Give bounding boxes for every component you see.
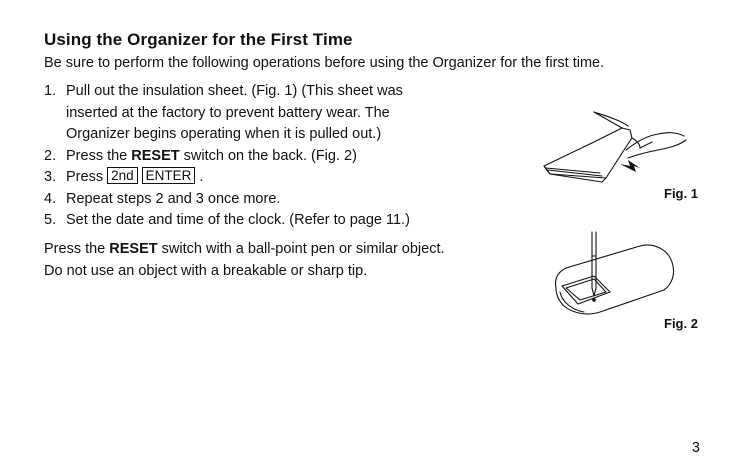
step-text: switch on the back. (Fig. 2) [179,147,357,164]
list-item [44,81,514,146]
list-item [44,146,514,168]
step-text: Pull out the insulation sheet. (Fig. 1) (This sheet was [66,83,403,99]
fig1-illustration [536,102,706,184]
note-text: Press the [44,241,110,257]
fig2-caption: Fig. 2 [664,316,698,331]
step-number: 3. [44,169,57,185]
list-item [44,167,514,189]
reset-note [44,238,445,282]
list-item [44,210,514,232]
step-number: 2. [44,147,57,164]
step-text: Press the [66,147,132,164]
note-text: switch with a ball-point pen or similar object. [157,241,445,257]
step-text: inserted at the factory to prevent battery wear. The [66,104,390,121]
step-text: . [199,169,204,185]
intro-text: Be sure to perform the following operations before using the Organizer for the first time. [44,55,605,71]
list-item [44,189,514,211]
step-text: Repeat steps 2 and 3 once more. [66,190,281,207]
reset-label: RESET [109,241,158,257]
note-text: Do not use an object with a breakable or sharp tip. [44,263,368,279]
steps-list [44,81,514,232]
key-2nd: 2nd [107,167,138,184]
key-enter: ENTER [142,167,196,184]
step-number: 1. [44,83,57,99]
step-text: Press [66,169,108,185]
fig1-caption: Fig. 1 [664,186,698,201]
step-number: 4. [44,190,57,207]
fig2-illustration [548,228,688,320]
section-title: Using the Organizer for the First Time [44,30,353,49]
page-number: 3 [691,440,700,456]
step-text: Organizer begins operating when it is pulled out.) [66,126,382,142]
reset-label: RESET [131,147,180,164]
step-text: Set the date and time of the clock. (Refer to page 11.) [66,212,410,228]
step-number: 5. [44,212,57,228]
